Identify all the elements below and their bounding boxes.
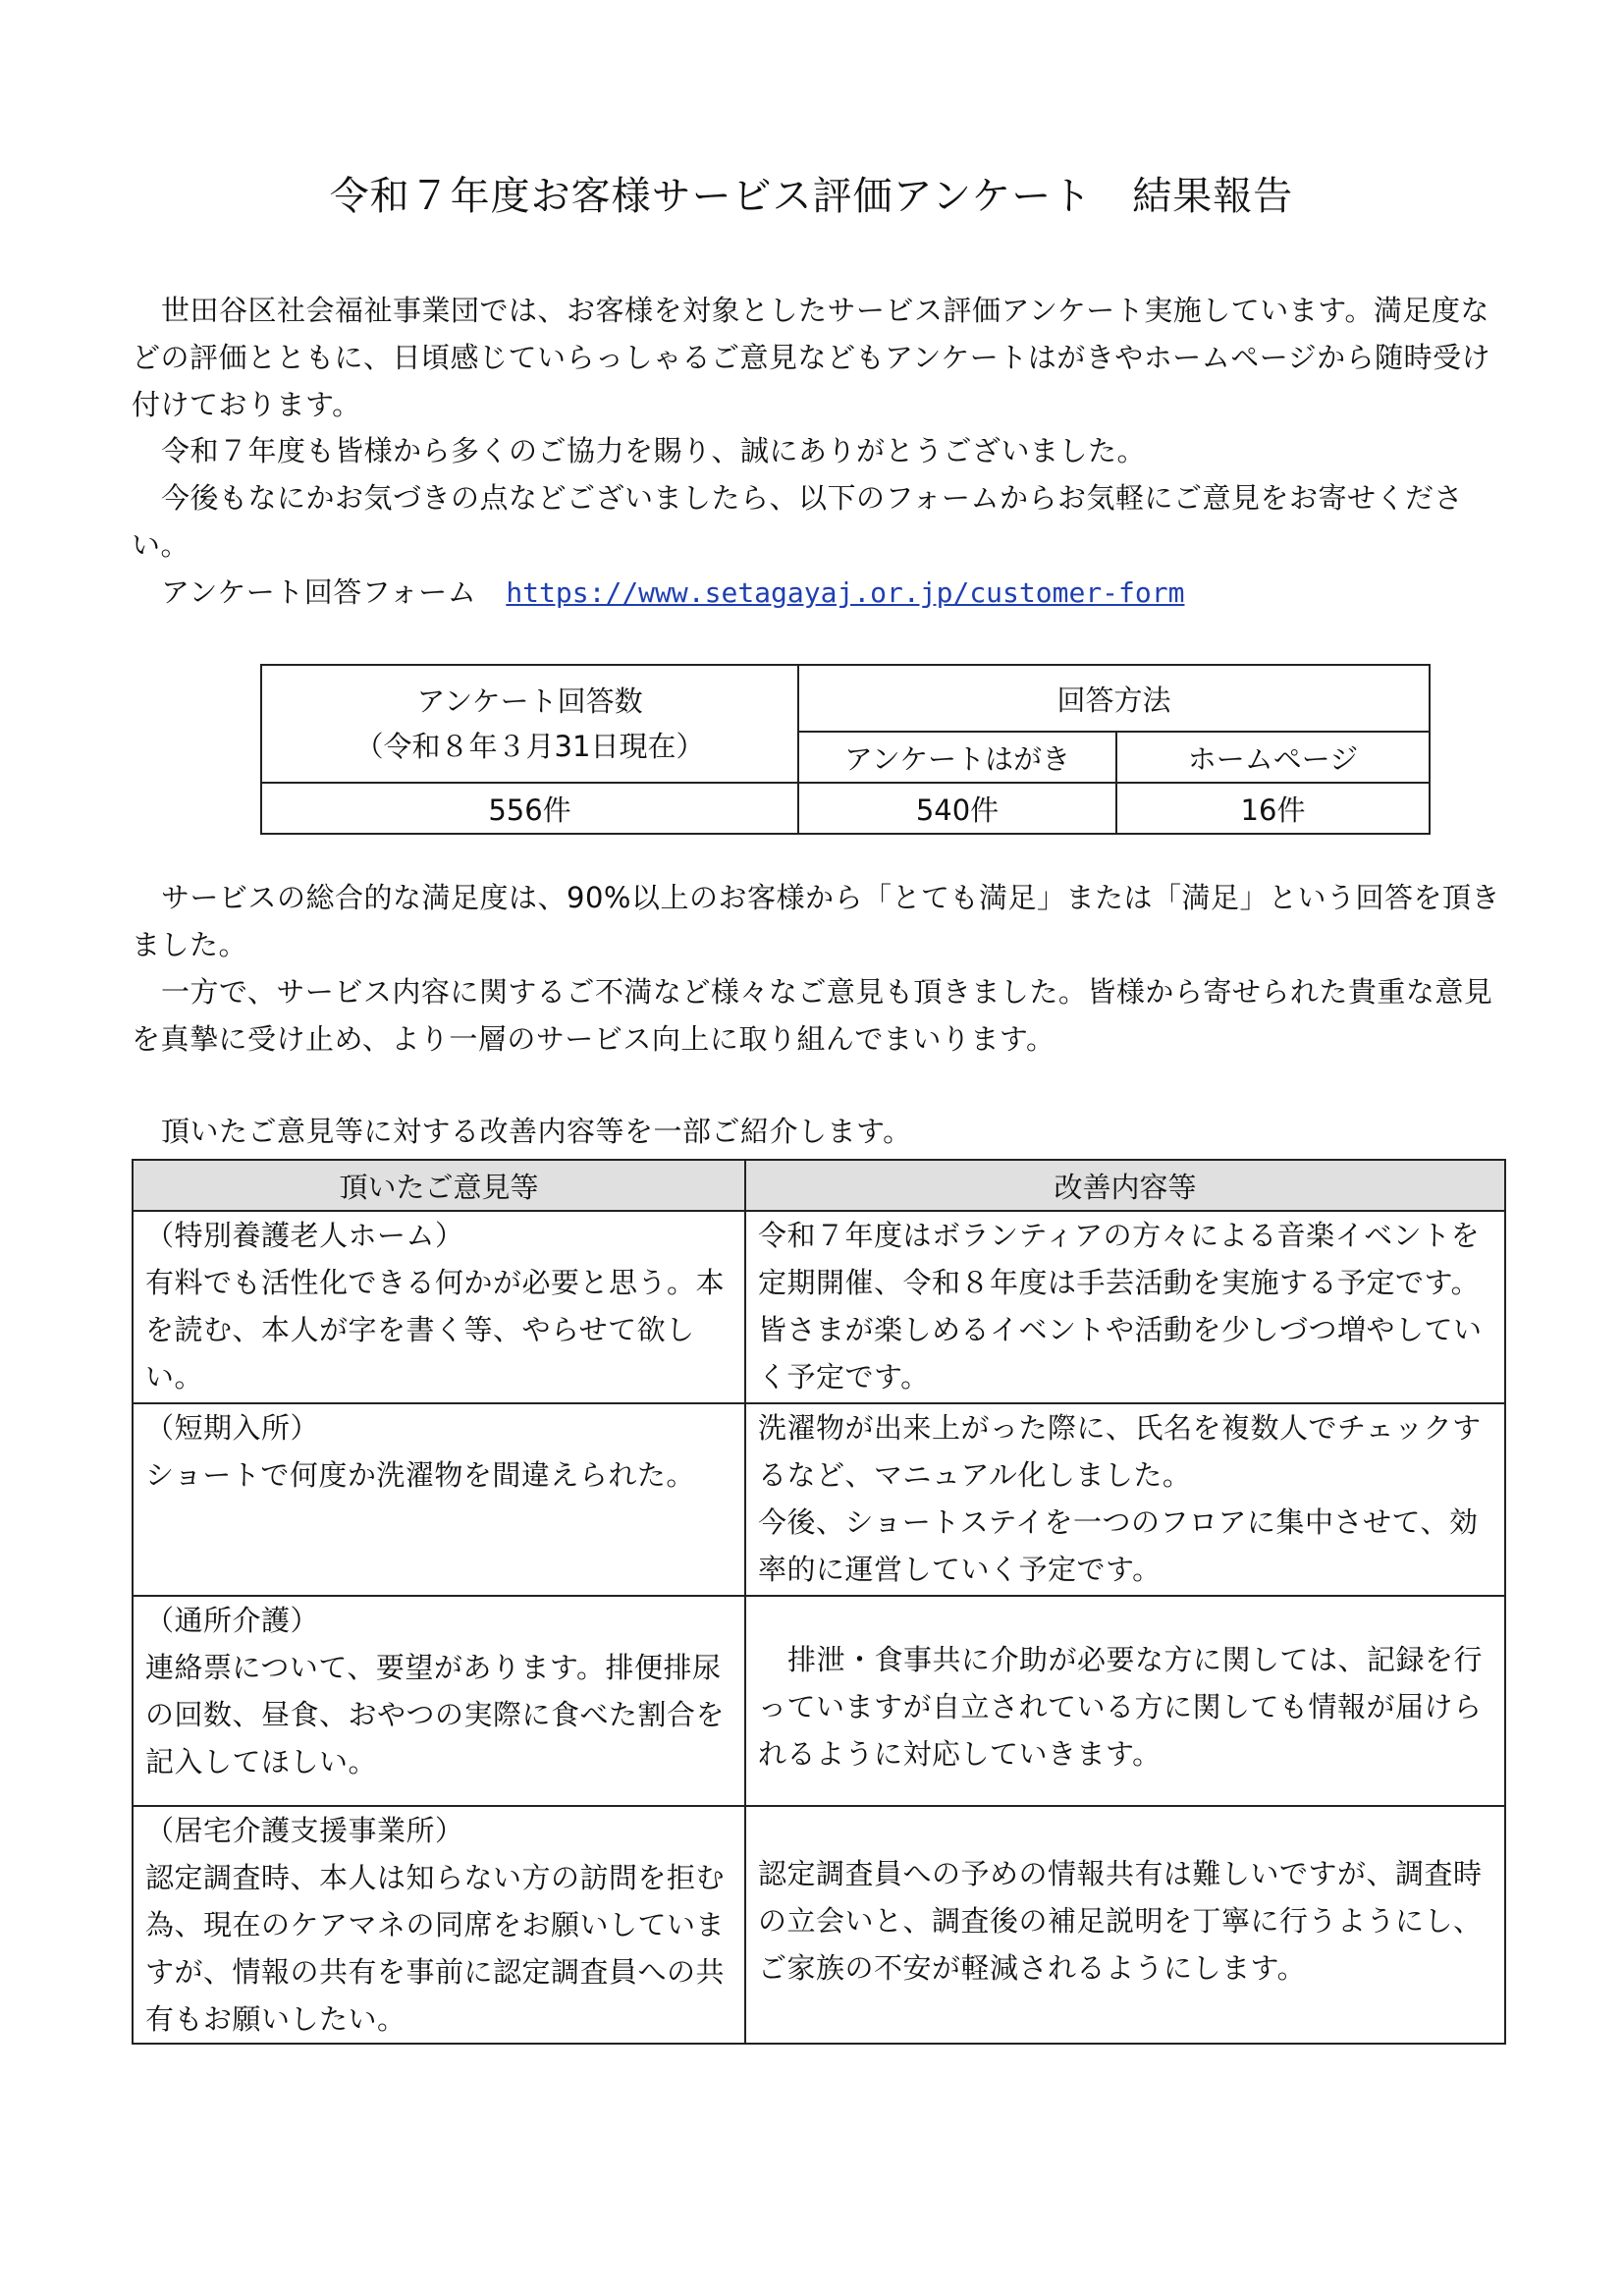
postcard-count: 540件: [798, 783, 1116, 834]
results-paragraph-2: [132, 968, 1506, 1063]
opinion-text: 認定調査時、本人は知らない方の訪問を拒む為、現在のケアマネの同席をお願いしていますが、情報の共有を事前に認定調査員への共有もお願いしたい。: [145, 1861, 726, 2036]
table-row: [133, 1596, 1505, 1806]
table-row: [133, 1806, 1505, 2044]
opinion-cell: [133, 1211, 745, 1403]
homepage-count: 16件: [1116, 783, 1430, 834]
category-label: （通所介護）: [145, 1604, 320, 1637]
improvement-text-2: 今後、ショートステイを一つのフロアに集中させて、効率的に運営していく予定です。: [758, 1505, 1479, 1586]
category-label: （短期入所）: [145, 1411, 320, 1445]
results-text-2: 一方で、サービス内容に関するご不満など様々なご意見も頂きました。皆様から寄せられた貴重な意見を真摯に受け止め、より一層のサービス向上に取り組んでまいります。: [132, 975, 1493, 1056]
improvement-text: 令和７年度はボランティアの方々による音楽イベントを定期開催、令和８年度は手芸活動を実施する予定です。皆さまが楽しめるイベントや活動を少しづつ増やしていく予定です。: [758, 1219, 1483, 1394]
method-postcard-header: アンケートはがき: [798, 732, 1116, 783]
improvement-text: 洗濯物が出来上がった際に、氏名を複数人でチェックするなど、マニュアル化しました。: [758, 1411, 1482, 1492]
summary-table: [260, 664, 1431, 835]
improvement-cell: [745, 1596, 1505, 1806]
table-intro: [132, 1108, 1506, 1155]
improvement-body: 排泄・食事共に介助が必要な方に関しては、記録を行っていますが自立されている方に関しても情報が届けられるように対応していきます。: [758, 1643, 1484, 1771]
opinion-cell: [133, 1596, 745, 1806]
improvement-cell: [745, 1403, 1505, 1596]
intro-paragraph-2: [132, 427, 1506, 474]
improvement-text: [758, 1597, 1492, 1777]
table-row: [133, 1403, 1505, 1596]
opinion-cell: [133, 1403, 745, 1596]
table-intro-text: 頂いたご意見等に対する改善内容等を一部ご紹介します。: [161, 1115, 912, 1148]
opinion-text: ショートで何度か洗濯物を間違えられた。: [145, 1458, 695, 1492]
page-title: 令和７年度お客様サービス評価アンケート 結果報告: [329, 174, 1294, 219]
intro-text-3: 今後もなにかお気づきの点などございましたら、以下のフォームからお気軽にご意見をお寄せください。: [132, 481, 1464, 562]
method-homepage-header: ホームページ: [1116, 732, 1430, 783]
form-line: [132, 569, 1506, 617]
results-paragraph-1: [132, 874, 1506, 968]
method-header: 回答方法: [798, 665, 1430, 732]
opinion-cell: [133, 1806, 745, 2044]
opinion-text: 有料でも活性化できる何かが必要と思う。本を読む、本人が字を書く等、やらせて欲しい。: [145, 1266, 726, 1394]
results-text-1: サービスの総合的な満足度は、90%以上のお客様から「とても満足」または「満足」という回答を頂きました。: [132, 881, 1500, 961]
form-label: アンケート回答フォーム: [161, 575, 477, 609]
intro-paragraph-1: [132, 287, 1506, 428]
form-link[interactable]: https://www.setagayaj.or.jp/customer-form: [506, 576, 1185, 609]
intro-paragraph-3: [132, 474, 1506, 569]
total-count: 556件: [261, 783, 798, 834]
improvement-cell: [745, 1211, 1505, 1403]
intro-text-2: 令和７年度も皆様から多くのご協力を賜り、誠にありがとうございました。: [161, 434, 1147, 467]
col-header-opinion: 頂いたご意見等: [133, 1160, 745, 1211]
feedback-table: [132, 1159, 1506, 2045]
improvement-cell: [745, 1806, 1505, 2044]
improvement-text: 認定調査員への予めの情報共有は難しいですが、調査時の立会いと、調査後の補足説明を丁寧に行うようにし、ご家族の不安が軽減されるようにします。: [758, 1857, 1483, 1985]
category-label: （特別養護老人ホーム）: [145, 1219, 464, 1252]
count-header: アンケート回答数: [416, 684, 643, 718]
category-label: （居宅介護支援事業所）: [145, 1814, 464, 1847]
col-header-improvement: 改善内容等: [745, 1160, 1505, 1211]
count-date: （令和８年３月31日現在）: [354, 730, 705, 763]
table-row: [133, 1211, 1505, 1403]
count-header-cell: [261, 665, 798, 783]
intro-text-1: 世田谷区社会福祉事業団では、お客様を対象としたサービス評価アンケート実施しています。満足度などの評価とともに、日頃感じていらっしゃるご意見などもアンケートはがきやホームページから随時受け付けております。: [132, 294, 1491, 421]
opinion-text: 連絡票について、要望があります。排便排尿の回数、昼食、おやつの実際に食べた割合を記入してほしい。: [145, 1651, 726, 1778]
